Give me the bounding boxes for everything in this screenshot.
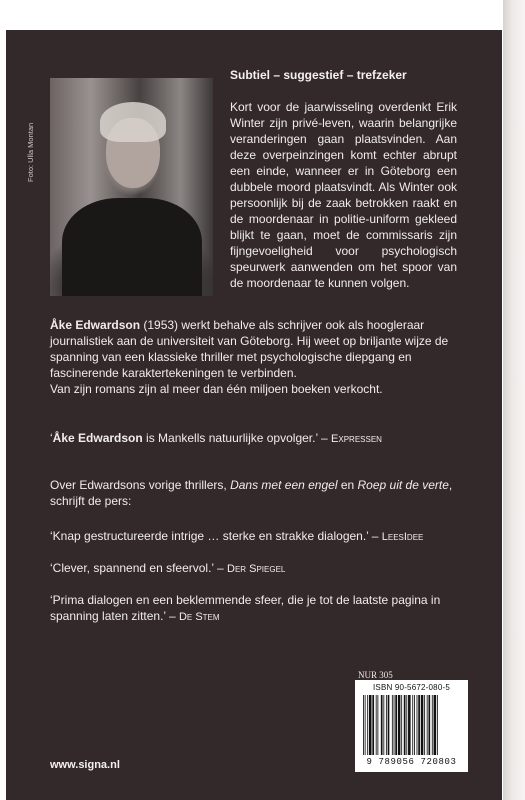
barcode-bar [395,695,397,755]
book-title-2: Roep uit de verte [357,478,449,492]
quote-text: ‘Prima dialogen en een beklemmende sfeer, die je tot de laatste pagina in spanning laten zitten.’ – [50,593,441,623]
barcode-bar [432,695,433,755]
back-cover [6,30,502,800]
book-title-1: Dans met een engel [230,478,338,492]
barcode-bar [427,695,428,755]
ean-number: 9 789056 720803 [366,757,457,767]
author-bio [50,317,459,397]
author-photo [50,78,213,296]
barcode-bar [377,695,378,755]
barcode-bar [401,695,402,755]
barcode-bar [404,695,406,755]
tagline: Subtiel – suggestief – trefzeker [230,68,407,82]
photo-credit: Foto: Ulla Montan [26,122,35,182]
barcode-bar [428,695,430,755]
quote-source: Expressen [331,433,382,445]
barcode-bar [392,695,393,755]
author-photo-hair [100,102,166,142]
press-intro-mid: en [337,478,358,492]
quote-der-spiegel [50,560,460,577]
barcode-block [355,680,468,772]
barcode-bar [386,695,387,755]
author-name: Åke Edwardson [50,318,141,332]
quote-text: ‘Knap gestructureerde intrige … sterke en strakke dialogen.’ – [50,529,382,543]
synopsis: Kort voor de jaarwisseling overdenkt Erik Winter zijn privé-leven, waarin belangrijke veranderingen gaan plaatsvinden. Aan deze overpeinzingen komt echter abrupt een einde, wanneer er in Göteborg een dubbele moord plaatsvindt. Als Winter ook persoonlijk bij de zaak betrokken raakt en de moordenaar in politie-uniform gekleed blijkt te gaan, moet de commissaris zijn fijngevoeligheid voor psychologisch speurwerk aanwenden om het spoor van de moordenaar te kunnen volgen. [230,100,457,290]
barcode-bars [363,695,460,755]
barcode-bar [383,695,384,755]
barcode-bar [418,695,420,755]
quote-text: ‘Clever, spannend en sfeervol.’ – [50,561,227,575]
barcode-bar [381,695,383,755]
isbn-number: ISBN 90-5672-080-5 [373,683,450,692]
press-intro [50,477,460,509]
barcode-bar [365,695,366,755]
quote-source: LeesIdee [381,531,424,543]
barcode-bar [398,695,401,755]
barcode-bar [388,695,390,755]
barcode-bar [367,695,368,755]
quote-de-stem [50,592,450,625]
nur-code: NUR 305 [358,670,393,680]
quote-source: De Stem [178,611,220,623]
press-intro-pre: Over Edwardsons vorige thrillers, [50,478,231,492]
barcode-bar [417,695,418,755]
barcode-bar [424,695,425,755]
author-photo-shirt [62,198,202,296]
barcode-bar [394,695,395,755]
barcode-bar [414,695,415,755]
barcode-bar [376,695,377,755]
quote-expressen [50,430,460,447]
barcode-bar [369,695,372,755]
barcode-bar [437,695,438,755]
quote-author-name: Åke Edwardson [52,431,143,445]
author-bio-text: (1953) werkt behalve als schrijver ook als hoogleraar journalistiek aan de universiteit van Göteborg. Hij weet op briljante wijze de spanning van een klassieke thriller met psychologische diepgang en fascinerende karaktertekeningen te verbinden. [50,318,449,380]
barcode-bar [412,695,413,755]
quote-source: Der Spiegel [227,563,286,575]
publisher-website[interactable]: www.signa.nl [50,759,120,771]
barcode-bar [434,695,437,755]
barcode-bar [372,695,374,755]
quote-text: is Mankells natuurlijke opvolger.’ – [142,431,332,445]
press-intro-post: , schrijft de pers: [50,478,453,508]
barcode-bar [421,695,424,755]
quote-leesidee [50,528,460,545]
page-edge [503,0,525,800]
barcode-bar [408,695,411,755]
barcode-bar [406,695,407,755]
barcode-bar [363,695,364,755]
quote-open-mark: ‘ [50,431,53,445]
sales-line: Van zijn romans zijn al meer dan één miljoen boeken verkocht. [50,382,383,396]
